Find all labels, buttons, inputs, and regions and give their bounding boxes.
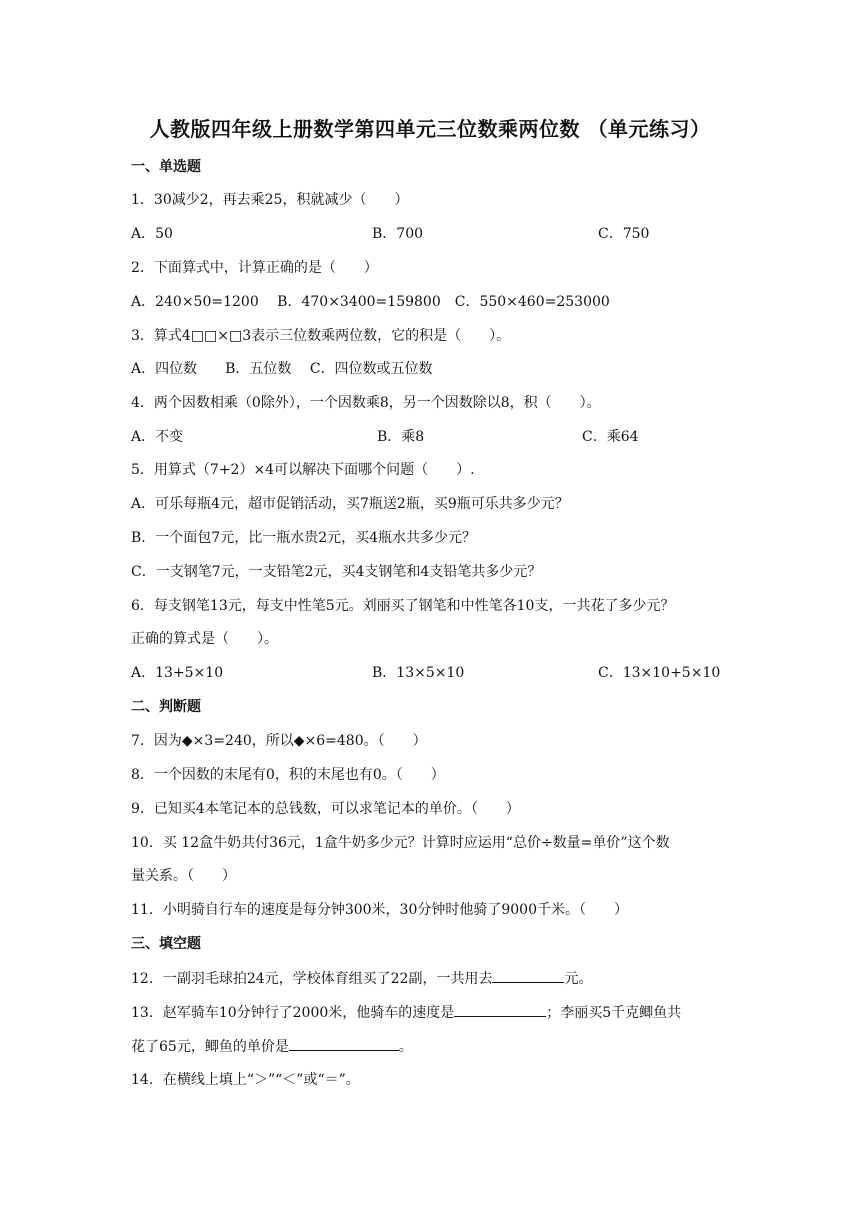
section-heading-true-false: 二、判断题 — [131, 699, 201, 715]
q4-option-c: C．乘64 — [582, 429, 639, 445]
question-6-line-1: 6．每支钢笔13元，每支中性笔5元。刘丽买了钢笔和中性笔各10支，一共花了多少元？ — [131, 598, 675, 614]
question-10-line-1: 10．买 12盒牛奶共付36元，1盒牛奶多少元？计算时应运用“总价÷数量=单价”这个数 — [131, 835, 670, 851]
question-6-line-2: 正确的算式是（ ）。 — [131, 631, 278, 647]
q5-option-a: A．可乐每瓶4元，超市促销活动，买7瓶送2瓶，买9瓶可乐共多少元？ — [131, 496, 569, 512]
question-9: 9．已知买4本笔记本的总钱数，可以求笔记本的单价。（ ） — [131, 801, 520, 817]
section-heading-single-choice: 一、单选题 — [131, 159, 201, 175]
q6-option-b: B．13×5×10 — [372, 665, 465, 681]
q13-speed-blank[interactable] — [454, 1002, 546, 1017]
question-13-line-2 — [131, 1036, 413, 1057]
question-4: 4．两个因数相乘（0除外），一个因数乘8，另一个因数除以8，积（ ）。 — [131, 395, 601, 411]
q4-option-b: B．乘8 — [377, 429, 425, 445]
q6-option-a: A．13+5×10 — [131, 665, 224, 681]
question-7: 7．因为◆×3=240，所以◆×6=480。（ ） — [131, 733, 427, 749]
q12-text-before: 12．一副羽毛球拍24元，学校体育组买了22副，一共用去 — [131, 971, 493, 987]
q12-answer-blank[interactable] — [492, 968, 564, 983]
question-5: 5．用算式（7+2）×4可以解决下面哪个问题（ ）. — [131, 462, 475, 478]
q13-line2-before: 花了65元，鲫鱼的单价是 — [131, 1039, 289, 1055]
q13-text-before: 13．赵军骑车10分钟行了2000米，他骑车的速度是 — [131, 1005, 455, 1021]
q5-option-c: C．一支钢笔7元，一支铅笔2元，买4支钢笔和4支铅笔共多少元？ — [131, 564, 542, 580]
q1-option-a: A．50 — [131, 226, 173, 242]
q6-option-c: C．13×10+5×10 — [598, 665, 721, 681]
q5-option-b: B．一个面包7元，比一瓶水贵2元，买4瓶水共多少元？ — [131, 530, 477, 546]
question-3: 3．算式4□□×□3表示三位数乘两位数，它的积是（ ）。 — [131, 328, 511, 344]
question-10-line-2: 量关系。（ ） — [131, 868, 236, 884]
question-11: 11．小明骑自行车的速度是每分钟300米，30分钟时他骑了9000千米。（ ） — [131, 902, 628, 918]
q4-option-a: A．不变 — [131, 429, 184, 445]
q12-text-after: 元。 — [564, 971, 593, 987]
question-2: 2．下面算式中，计算正确的是（ ） — [131, 260, 378, 276]
q1-option-c: C．750 — [598, 226, 650, 242]
q13-line2-after: 。 — [398, 1039, 413, 1055]
section-heading-fill-in: 三、填空题 — [131, 936, 201, 952]
question-14: 14．在横线上填上“＞”“＜”或“＝”。 — [131, 1072, 360, 1088]
question-1: 1．30减少2，再去乘25，积就减少（ ） — [131, 192, 409, 208]
q1-option-b: B．700 — [372, 226, 424, 242]
q3-options: A．四位数 B．五位数 C．四位数或五位数 — [131, 361, 433, 377]
q2-options: A．240×50=1200 B．470×3400=159800 C．550×460=253000 — [131, 294, 610, 310]
page-title: 人教版四年级上册数学第四单元三位数乘两位数 （单元练习） — [149, 117, 711, 141]
question-8: 8．一个因数的末尾有0，积的末尾也有0。（ ） — [131, 767, 445, 783]
q13-text-middle: ；李丽买5千克鲫鱼共 — [546, 1005, 682, 1021]
question-13-line-1 — [131, 1002, 681, 1023]
question-12 — [131, 968, 592, 989]
q13-unit-price-blank[interactable] — [289, 1036, 399, 1051]
